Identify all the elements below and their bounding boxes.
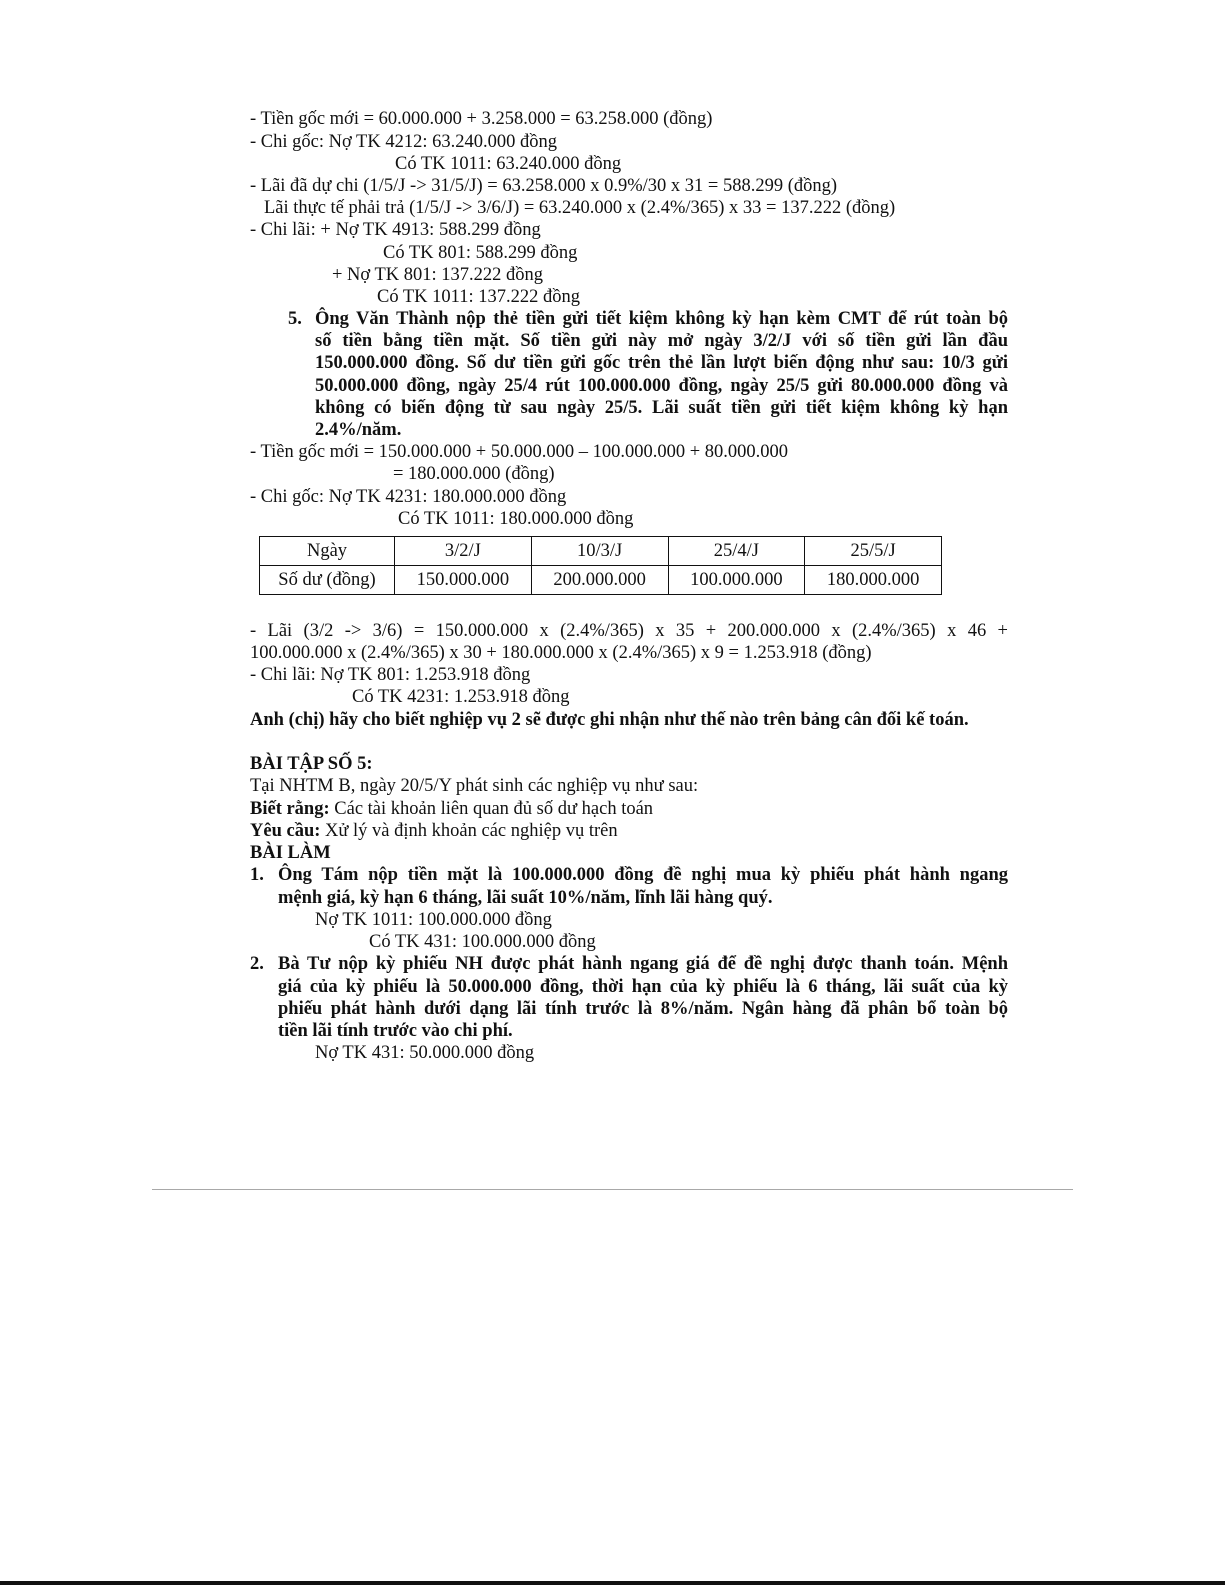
question-text: tiền lãi tính trước vào chi phí. bbox=[278, 1021, 513, 1041]
table-cell: 150.000.000 bbox=[395, 566, 532, 595]
question-text: 2.4%/năm. bbox=[315, 420, 402, 440]
text-line: - Chi lãi: Nợ TK 801: 1.253.918 đồng bbox=[250, 665, 531, 685]
text-line: - Tiền gốc mới = 150.000.000 + 50.000.000 – 100.000.000 + 80.000.000 bbox=[250, 442, 789, 462]
table-cell: 25/4/J bbox=[668, 537, 805, 566]
question-number: 1. bbox=[250, 865, 264, 885]
question-text: Anh (chị) hãy cho biết nghiệp vụ 2 sẽ được ghi nhận như thế nào trên bảng cân đối kế toán. bbox=[250, 710, 969, 730]
page-bottom-edge bbox=[0, 1581, 1225, 1585]
question-text: Ông Văn Thành nộp thẻ tiền gửi tiết kiệm không kỳ hạn kèm CMT để rút toàn bộ bbox=[315, 309, 1008, 329]
text-line: 100.000.000 x (2.4%/365) x 30 + 180.000.000 x (2.4%/365) x 9 = 1.253.918 (đồng) bbox=[250, 643, 872, 663]
label-text: Xử lý và định khoản các nghiệp vụ trên bbox=[320, 821, 618, 841]
label-text: Các tài khoản liên quan đủ số dư hạch toán bbox=[329, 799, 654, 819]
question-text: Ông Tám nộp tiền mặt là 100.000.000 đồng đề nghị mua kỳ phiếu phát hành ngang bbox=[278, 865, 1008, 885]
question-text: 50.000.000 đồng, ngày 25/4 rút 100.000.000 đồng, ngày 25/5 gửi 80.000.000 đồng và bbox=[315, 376, 1008, 396]
text-line: - Chi gốc: Nợ TK 4212: 63.240.000 đồng bbox=[250, 132, 557, 152]
text-line: Tại NHTM B, ngày 20/5/Y phát sinh các nghiệp vụ như sau: bbox=[250, 776, 699, 796]
page-divider bbox=[152, 1189, 1073, 1190]
table-row bbox=[260, 537, 942, 566]
text-line: - Tiền gốc mới = 60.000.000 + 3.258.000 = 63.258.000 (đồng) bbox=[250, 109, 713, 129]
text-line: = 180.000.000 (đồng) bbox=[393, 464, 555, 484]
table-header-cell: Số dư (đồng) bbox=[260, 566, 395, 595]
table-cell: 10/3/J bbox=[531, 537, 668, 566]
balance-table bbox=[259, 536, 942, 595]
table-cell: 100.000.000 bbox=[668, 566, 805, 595]
text-line: Có TK 1011: 137.222 đồng bbox=[377, 287, 580, 307]
table-cell: 180.000.000 bbox=[805, 566, 942, 595]
question-text: giá của kỳ phiếu là 50.000.000 đồng, thời hạn của kỳ phiếu là 6 tháng, lãi suất của kỳ bbox=[278, 977, 1008, 997]
question-text: không có biến động từ sau ngày 25/5. Lãi suất tiền gửi tiết kiệm không kỳ hạn bbox=[315, 398, 1008, 418]
text-line: - Chi lãi: + Nợ TK 4913: 588.299 đồng bbox=[250, 220, 541, 240]
text-line bbox=[250, 820, 618, 842]
question-text: Bà Tư nộp kỳ phiếu NH được phát hành ngang giá để đề nghị được thanh toán. Mệnh bbox=[278, 954, 1008, 974]
text-line bbox=[250, 798, 653, 820]
question-text: mệnh giá, kỳ hạn 6 tháng, lãi suất 10%/năm, lĩnh lãi hàng quý. bbox=[278, 888, 773, 908]
table-cell: 200.000.000 bbox=[531, 566, 668, 595]
text-line: Có TK 4231: 1.253.918 đồng bbox=[352, 687, 570, 707]
table-header-cell: Ngày bbox=[260, 537, 395, 566]
text-line: Có TK 1011: 180.000.000 đồng bbox=[398, 509, 634, 529]
text-line: Nợ TK 1011: 100.000.000 đồng bbox=[315, 910, 552, 930]
text-line: Có TK 1011: 63.240.000 đồng bbox=[395, 154, 622, 174]
question-text: phiếu phát hành dưới dạng lãi tính trước là 8%/năm. Ngân hàng đã phân bổ toàn bộ bbox=[278, 999, 1008, 1019]
text-line: Lãi thực tế phải trả (1/5/J -> 3/6/J) = 63.240.000 x (2.4%/365) x 33 = 137.222 (đồng) bbox=[264, 198, 896, 218]
label-bold: Yêu cầu: bbox=[250, 821, 321, 841]
question-text: số tiền bằng tiền mặt. Số tiền gửi này mở ngày 3/2/J với số tiền gửi lần đầu bbox=[315, 331, 1008, 351]
text-line: Có TK 801: 588.299 đồng bbox=[383, 243, 578, 263]
text-line: Nợ TK 431: 50.000.000 đồng bbox=[315, 1043, 535, 1063]
section-heading: BÀI TẬP SỐ 5: bbox=[250, 754, 373, 774]
table-cell: 3/2/J bbox=[395, 537, 532, 566]
table-cell: 25/5/J bbox=[805, 537, 942, 566]
question-number: 5. bbox=[288, 309, 302, 329]
text-line: + Nợ TK 801: 137.222 đồng bbox=[332, 265, 544, 285]
text-line: - Chi gốc: Nợ TK 4231: 180.000.000 đồng bbox=[250, 487, 567, 507]
text-line: - Lãi (3/2 -> 3/6) = 150.000.000 x (2.4%/365) x 35 + 200.000.000 x (2.4%/365) x 46 + bbox=[250, 621, 1008, 641]
table-row bbox=[260, 566, 942, 595]
section-heading: BÀI LÀM bbox=[250, 843, 331, 863]
question-number: 2. bbox=[250, 954, 264, 974]
text-line: - Lãi đã dự chi (1/5/J -> 31/5/J) = 63.258.000 x 0.9%/30 x 31 = 588.299 (đồng) bbox=[250, 176, 838, 196]
question-text: 150.000.000 đồng. Số dư tiền gửi gốc trên thẻ lần lượt biến động như sau: 10/3 gửi bbox=[315, 353, 1008, 373]
label-bold: Biết rằng: bbox=[250, 799, 330, 819]
text-line: Có TK 431: 100.000.000 đồng bbox=[369, 932, 596, 952]
